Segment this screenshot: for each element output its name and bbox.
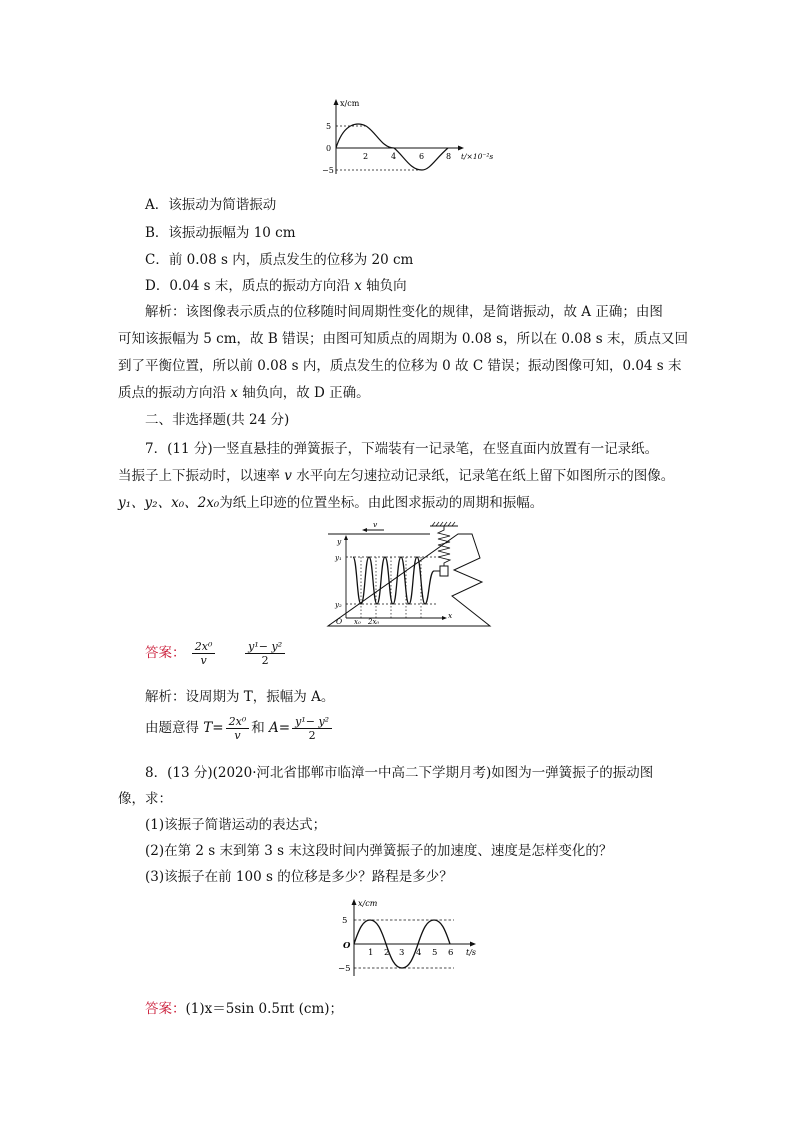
x-axis-label: t/×10⁻²s — [461, 152, 494, 161]
fig2-y-label: y — [337, 537, 342, 546]
q7-answer-row — [145, 640, 287, 667]
q7-line-1: 7．(11 分)一竖直悬挂的弹簧振子，下端装有一记录笔，在竖直面内放置有一记录纸。 — [145, 441, 659, 457]
x-tick-8: 8 — [446, 152, 452, 161]
fig3-x-label: t/s — [466, 948, 477, 957]
fig3-y-tick-5: 5 — [342, 916, 348, 926]
y-tick-0: 0 — [326, 144, 332, 153]
sine-curve — [336, 124, 448, 170]
option-d-post: 轴负向 — [361, 278, 407, 294]
y-axis-arrow — [334, 99, 339, 105]
q7-answer-period-den: v — [200, 654, 207, 667]
fig3-x-tick-6: 6 — [448, 948, 454, 958]
q8-sub-3: (3)该振子在前 100 s 的位移是多少？路程是多少？ — [145, 869, 453, 885]
q8-sub-2: (2)在第 2 s 末到第 3 s 末这段时间内弹簧振子的加速度、速度是怎样变化的？ — [145, 843, 613, 859]
fig2-x-arrow — [442, 616, 447, 620]
y-tick-neg5: −5 — [322, 166, 334, 175]
fig3-y-tick-neg5: −5 — [338, 964, 351, 974]
option-d-var: x — [354, 278, 362, 294]
fig2-x-label: x — [448, 611, 453, 620]
fig3-x-tick-2: 2 — [384, 948, 390, 958]
q6-analysis-line-4-post: 轴负向，故 D 正确。 — [237, 385, 370, 401]
x-tick-6: 6 — [419, 152, 425, 161]
y-axis-label: x/cm — [340, 99, 360, 108]
option-d — [145, 277, 407, 295]
q7-answer-period-num: 2x⁰ — [192, 640, 216, 654]
fig3-x-tick-5: 5 — [432, 948, 438, 958]
q7-analysis-2-and: 和 — [251, 720, 270, 736]
q8-answer-text: (1)x＝5sin 0.5πt (cm)； — [185, 1001, 344, 1017]
option-d-pre: D．0.04 s 末，质点的振动方向沿 — [145, 278, 355, 294]
q6-analysis-line-1: 解析：该图像表示质点的位移随时间周期性变化的规律，是简谐振动，故 A 正确；由图 — [145, 304, 663, 320]
x-tick-4: 4 — [391, 152, 397, 161]
velocity-label: v — [373, 520, 378, 529]
section-title: 二、非选择题(共 24 分) — [145, 412, 290, 428]
fig3-x-tick-3: 3 — [399, 948, 405, 958]
velocity-arrowhead — [362, 528, 367, 532]
q6-analysis-line-4-var: x — [230, 385, 238, 401]
fig3-x-tick-4: 4 — [416, 948, 422, 958]
q8-line-1: 8．(13 分)(2020·河北省邯郸市临漳一中高二下学期月考)如图为一弹簧振子的振动图 — [145, 765, 654, 781]
fig2-x0-label: x₀ — [354, 618, 361, 626]
q7-analysis-2-A: A= — [269, 720, 291, 736]
q7-analysis-2-period-den: v — [234, 729, 241, 742]
x-axis-arrow — [458, 146, 464, 151]
q6-analysis-line-4-pre: 质点的振动方向沿 — [118, 385, 231, 401]
q7-answer-label: 答案： — [145, 645, 186, 661]
q7-analysis-2-amplitude — [292, 715, 332, 742]
q8-line-2: 像，求： — [118, 791, 172, 807]
figure-displacement-graph — [318, 96, 508, 178]
spring — [438, 526, 450, 566]
q7-line-2-var: v — [284, 468, 292, 484]
q7-analysis-2-amplitude-num: y¹− y² — [292, 715, 332, 729]
fig3-x-arrow — [470, 942, 476, 947]
q7-line-3-post: 为纸上印迹的位置坐标。由此图求振动的周期和振幅。 — [219, 495, 544, 511]
q6-analysis-line-4 — [118, 384, 370, 402]
fig3-y-arrow — [352, 899, 357, 905]
y-tick-5: 5 — [326, 122, 332, 131]
option-b: B．该振动振幅为 10 cm — [145, 225, 296, 241]
support-hatch — [432, 522, 455, 526]
fig3-origin: O — [343, 941, 351, 951]
q7-answer-amplitude — [245, 640, 285, 667]
q7-analysis-2-pre: 由题意得 — [145, 720, 204, 736]
fig2-2x0-label: 2x₀ — [368, 618, 380, 626]
q8-answer-row — [145, 1000, 343, 1018]
q7-line-2-post: 水平向左匀速拉动记录纸，记录笔在纸上留下如图所示的图像。 — [291, 468, 675, 484]
q7-line-3 — [118, 494, 543, 512]
q7-analysis-2-period-num: 2x⁰ — [226, 715, 250, 729]
q8-answer-label: 答案： — [145, 1001, 186, 1017]
q7-line-3-vars: y₁、y₂、x₀、2x₀ — [118, 495, 220, 511]
option-c: C．前 0.08 s 内，质点发生的位移为 20 cm — [145, 252, 414, 268]
q6-analysis-line-2: 可知该振幅为 5 cm，故 B 错误；由图可知质点的周期为 0.08 s，所以在 0.08 s 末，质点又回 — [118, 331, 688, 347]
fig2-origin-label: O — [336, 617, 343, 626]
q7-answer-amplitude-den: 2 — [261, 654, 269, 667]
q6-analysis-line-3: 到了平衡位置，所以前 0.08 s 内，质点发生的位移为 0 故 C 错误；振动图像可知，0.04 s 末 — [118, 358, 682, 374]
q7-line-2-pre: 当振子上下振动时，以速率 — [118, 468, 285, 484]
wave-trace — [353, 557, 434, 604]
option-a: A．该振动为简谐振动 — [145, 197, 277, 213]
q7-analysis-2-period — [226, 715, 250, 742]
q7-analysis-2-amplitude-den: 2 — [308, 729, 316, 742]
q7-analysis-2 — [145, 715, 334, 742]
q7-analysis-2-T: T= — [203, 720, 224, 736]
q8-sub-1: (1)该振子简谐运动的表达式； — [145, 817, 327, 833]
q7-answer-amplitude-num: y¹− y² — [245, 640, 285, 654]
q7-analysis-1: 解析：设周期为 T，振幅为 A。 — [145, 689, 335, 705]
figure-vibration-graph — [326, 896, 486, 980]
paper-outline — [328, 534, 490, 626]
x-tick-2: 2 — [363, 152, 369, 161]
fig2-y1-label: y₁ — [335, 554, 342, 562]
oscillator-mass — [440, 566, 448, 576]
q7-line-2 — [118, 467, 674, 485]
fig3-x-tick-1: 1 — [368, 948, 374, 958]
fig2-y2-label: y₂ — [335, 601, 342, 609]
fig2-y-arrow — [344, 535, 348, 540]
q7-answer-period — [192, 640, 216, 667]
fig3-y-label: x/cm — [358, 899, 378, 908]
figure-recording-paper — [322, 520, 497, 632]
